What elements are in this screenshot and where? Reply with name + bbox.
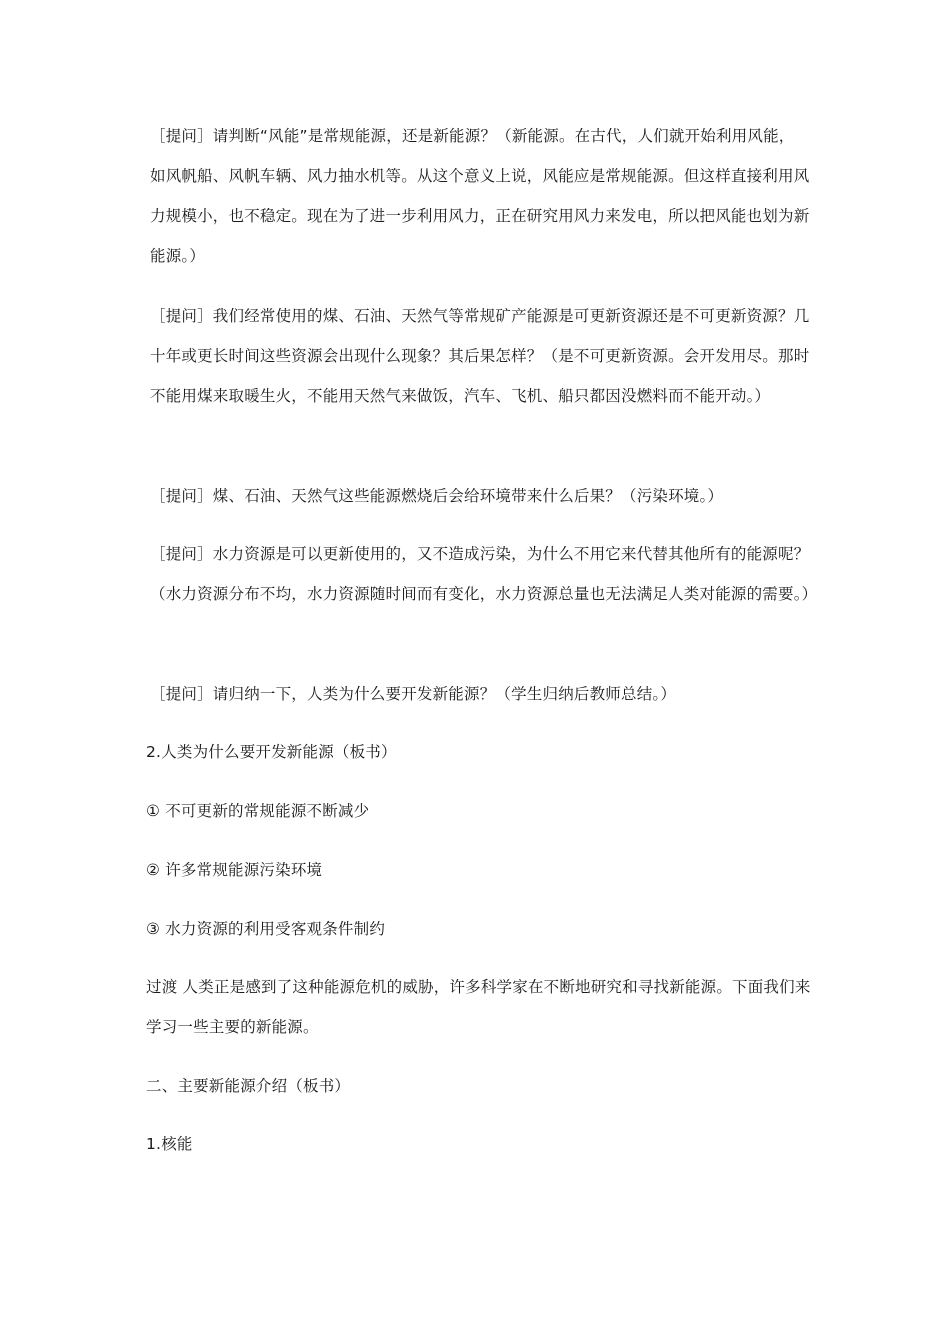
list-item-2: ② 许多常规能源污染环境 — [146, 861, 323, 879]
paragraph-question-combustion-consequences: ［提问］煤、石油、天然气这些能源燃烧后会给环境带来什么后果？（污染环境。） — [150, 487, 724, 505]
section-heading-main-new-energy: 二、主要新能源介绍（板书） — [146, 1077, 351, 1095]
subsection-heading-nuclear: 1.核能 — [146, 1135, 193, 1153]
paragraph-question-fossil-resources: ［提问］我们经常使用的煤、石油、天然气等常规矿产能源是可更新资源还是不可更新资源？几十年或更长时间这些资源会出现什么现象？其后果怎样？（是不可更新资源。会开发用尽。那时不能用煤来取暖生火，不能用天然气来做饭，汽车、飞机、船只都因没燃料而不能开动。） — [150, 307, 810, 405]
paragraph-question-hydropower: ［提问］水力资源是可以更新使用的，又不造成污染，为什么不用它来代替其他所有的能源呢？（水力资源分布不均，水力资源随时间而有变化，水力资源总量也无法满足人类对能源的需要。） — [150, 545, 818, 603]
list-item-3: ③ 水力资源的利用受客观条件制约 — [146, 920, 386, 938]
paragraph-transition: 过渡 人类正是感到了这种能源危机的威胁，许多科学家在不断地研究和寻找新能源。下面我们来学习一些主要的新能源。 — [146, 978, 811, 1036]
paragraph-question-wind-energy: ［提问］请判断“风能”是常规能源，还是新能源？（新能源。在古代，人们就开始利用风能，如风帆船、风帆车辆、风力抽水机等。从这个意义上说，风能应是常规能源。但这样直接利用风力规模小，也不稳定。现在为了进一步利用风力，正在研究用风力来发电，所以把风能也划为新能源。） — [150, 127, 810, 265]
section-heading-why-develop: 2.人类为什么要开发新能源（板书） — [146, 743, 397, 761]
paragraph-question-why-new-energy: ［提问］请归纳一下，人类为什么要开发新能源？（学生归纳后教师总结。） — [150, 685, 677, 703]
list-item-1: ① 不可更新的常规能源不断减少 — [146, 802, 370, 820]
